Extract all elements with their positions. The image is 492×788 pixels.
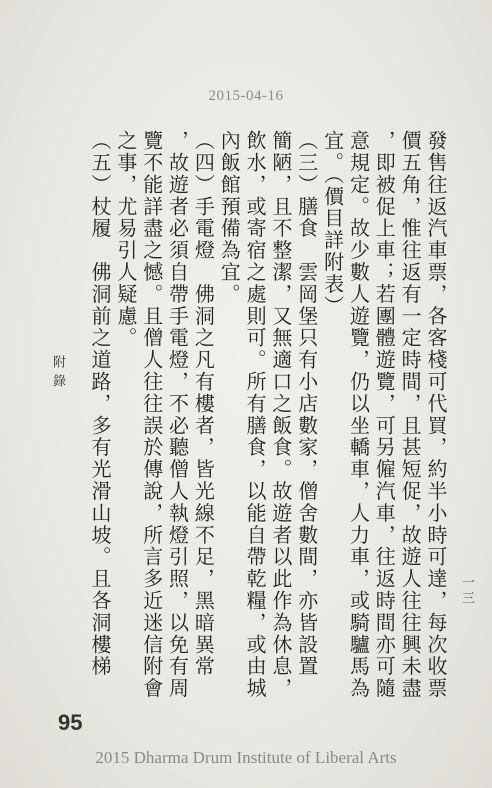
text-column: 發售往返汽車票，各客棧可代買，約半小時可達，每次收票: [423, 130, 448, 700]
text-column: 簡陋，且不整潔，又無適口之飯食。故遊者以此作為休息，: [268, 130, 293, 700]
text-column: （五）杖履 佛洞前之道路，多有光滑山坡。且各洞樓梯: [88, 130, 112, 678]
text-column: 意規定。故少數人遊覽，仍以坐轎車，人力車，或騎驢馬為: [346, 130, 371, 700]
text-column: 價五角，惟往返有一定時間，且甚短促，故遊人往往興未盡: [398, 130, 423, 700]
text-column: 覽不能詳盡之憾。且僧人往往誤於傳說，所言多近迷信附會: [139, 130, 164, 700]
text-column: 之事，尤易引人疑慮。: [113, 130, 138, 349]
text-column: ，故遊者必須自帶手電燈，不必聽僧人執燈引照，以免有周: [165, 130, 190, 700]
page-number: 95: [58, 710, 83, 735]
watermark: 2015 Dharma Drum Institute of Liberal Arts: [95, 748, 397, 767]
text-column: （四）手電燈 佛洞之凡有樓者，皆光線不足，黑暗異常: [191, 130, 216, 678]
date-stamp: 2015-04-16: [208, 88, 284, 104]
text-column: 飲水，或寄宿之處則可。所有膳食，以能自帶乾糧，或由城: [243, 130, 268, 700]
text-column: 內飯館預備為宜。: [217, 130, 242, 306]
text-column: （三）膳食 雲岡堡只有小店數家，僧舍數間，亦皆設置: [294, 130, 319, 678]
section-number: 一三: [459, 575, 474, 607]
text-column: 宜。（價目詳附表）: [320, 130, 345, 318]
vertical-text-body: [88, 130, 448, 710]
text-column: ，即被促上車；若團體遊覽，可另僱汽車，往返時間亦可隨: [372, 130, 397, 700]
appendix-side-label: 附錄: [50, 355, 65, 393]
